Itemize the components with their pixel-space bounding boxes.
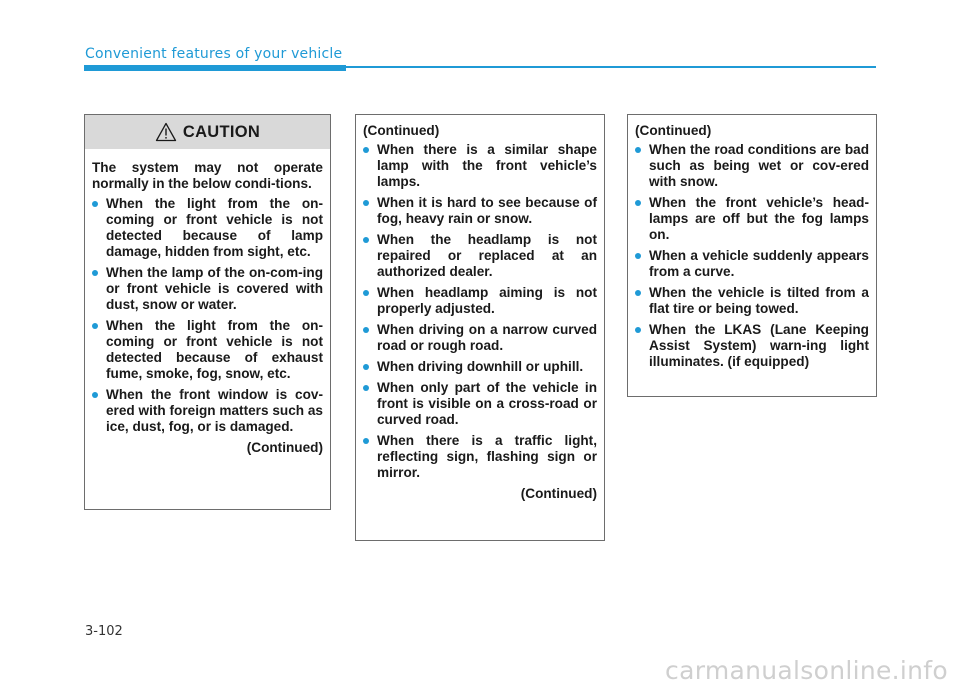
bullet-icon (635, 290, 641, 296)
bullet-icon (635, 327, 641, 333)
caution-header (85, 115, 330, 149)
continued-label: (Continued) (520, 486, 597, 501)
bullet-icon (92, 201, 98, 207)
column3-content (628, 115, 876, 370)
bullet-icon (363, 327, 369, 333)
header-rule-accent (84, 65, 346, 71)
list-item: When the LKAS (Lane Keeping Assist System) warn-ing light illuminates. (if equipped) (635, 322, 869, 370)
list-item: When a vehicle suddenly appears from a curve. (635, 248, 869, 280)
bullet-icon (363, 438, 369, 444)
caution-content (85, 149, 330, 456)
bullet-icon (635, 253, 641, 259)
continued-label: (Continued) (635, 123, 712, 138)
bullet-icon (363, 290, 369, 296)
caution-box (84, 114, 331, 510)
list-item: When it is hard to see because of fog, heavy rain or snow. (363, 195, 597, 227)
page-number: 3-102 (85, 624, 123, 639)
list-item: When the light from the on-coming or front vehicle is not detected because of lamp damage, hidden from sight, etc. (92, 196, 323, 260)
bullet-icon (635, 147, 641, 153)
bullet-icon (92, 323, 98, 329)
list-item: When driving downhill or uphill. (363, 359, 597, 375)
bullet-icon (92, 392, 98, 398)
bullet-icon (363, 147, 369, 153)
list-item: When driving on a narrow curved road or rough road. (363, 322, 597, 354)
caution-list (92, 196, 323, 435)
list-item: When the front window is cov-ered with foreign matters such as ice, dust, fog, or is damaged. (92, 387, 323, 435)
caution-label: CAUTION (182, 122, 261, 141)
list-item: When there is a similar shape lamp with the front vehicle’s lamps. (363, 142, 597, 190)
bullet-icon (363, 385, 369, 391)
bullet-icon (92, 270, 98, 276)
continued-label: (Continued) (246, 440, 323, 455)
bullet-icon (363, 237, 369, 243)
warning-triangle-icon (155, 122, 177, 142)
list-item: When the light from the on-coming or front vehicle is not detected because of exhaust fume, smoke, fog, snow, etc. (92, 318, 323, 382)
watermark: carmanualsonline.info (665, 656, 948, 685)
continued-label: (Continued) (363, 123, 440, 138)
list-item: When the front vehicle’s head-lamps are off but the fog lamps on. (635, 195, 869, 243)
caution-intro: The system may not operate normally in the below condi-tions. (92, 160, 323, 191)
column2-list (363, 142, 597, 481)
column3-list (635, 142, 869, 370)
bullet-icon (363, 364, 369, 370)
continued-box-3 (627, 114, 877, 397)
list-item: When the lamp of the on-com-ing or front vehicle is covered with dust, snow or water. (92, 265, 323, 313)
list-item: When headlamp aiming is not properly adjusted. (363, 285, 597, 317)
list-item: When the road conditions are bad such as being wet or cov-ered with snow. (635, 142, 869, 190)
list-item: When only part of the vehicle in front is visible on a cross-road or curved road. (363, 380, 597, 428)
bullet-icon (363, 200, 369, 206)
list-item: When there is a traffic light, reflecting sign, flashing sign or mirror. (363, 433, 597, 481)
column2-content (356, 115, 604, 502)
bullet-icon (635, 200, 641, 206)
section-title: Convenient features of your vehicle (85, 46, 343, 62)
list-item: When the vehicle is tilted from a flat tire or being towed. (635, 285, 869, 317)
list-item: When the headlamp is not repaired or replaced at an authorized dealer. (363, 232, 597, 280)
continued-box-2 (355, 114, 605, 541)
